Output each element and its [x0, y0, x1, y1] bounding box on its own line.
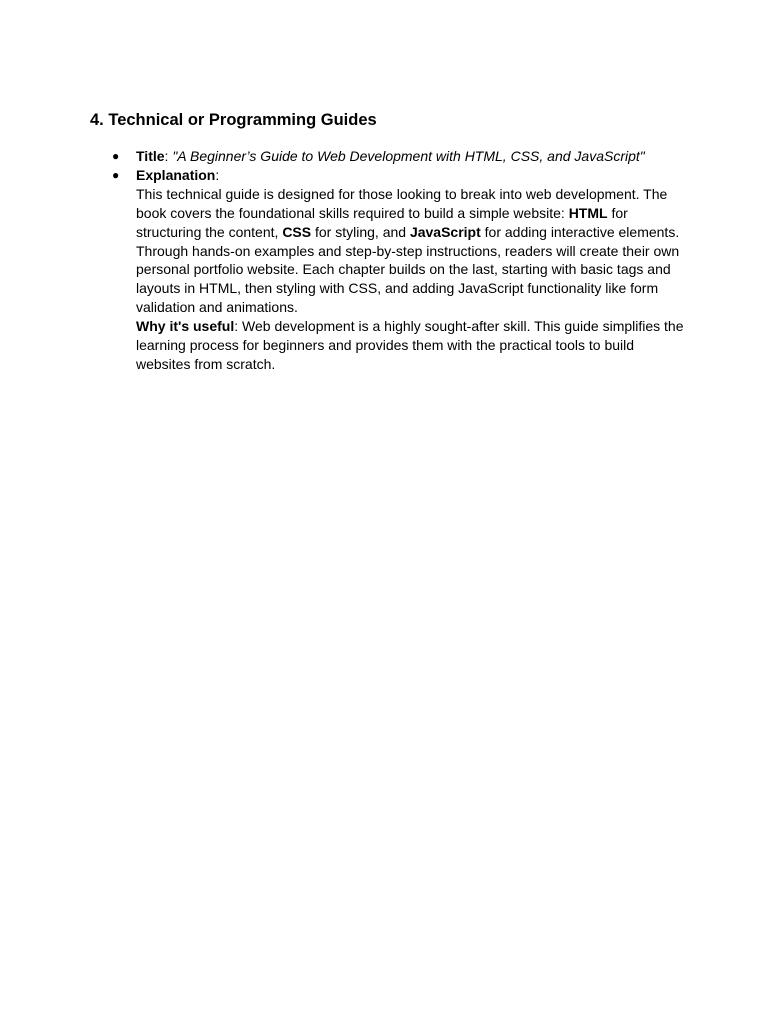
- title-separator: :: [164, 148, 173, 164]
- why-useful-label: Why it's useful: [136, 318, 235, 335]
- explanation-paragraph: [136, 185, 692, 317]
- explanation-separator: :: [215, 166, 220, 183]
- why-useful-separator: :: [234, 318, 243, 335]
- explanation-text-after-css: for styling, and: [311, 223, 410, 240]
- list-item-explanation: [112, 166, 692, 374]
- explanation-intro-text: This technical guide is designed for those looking to break into web development. The book covers the foundational skills required to build a simple website:: [136, 185, 668, 221]
- why-useful-text: Web development is a highly sought-after skill. This guide simplifies the learning process for beginners and provides them with the practical tools to build websites from scratch.: [136, 318, 684, 372]
- book-title: "A Beginner’s Guide to Web Development with HTML, CSS, and JavaScript": [172, 148, 645, 164]
- bullet-icon: ●: [112, 149, 120, 163]
- bullet-list: [112, 147, 692, 374]
- bullet-icon: ●: [112, 167, 120, 182]
- why-useful-paragraph: [136, 317, 692, 374]
- css-term: CSS: [282, 223, 312, 240]
- section-heading: 4. Technical or Programming Guides: [90, 111, 377, 129]
- html-term: HTML: [568, 204, 608, 221]
- title-label: Title: [136, 148, 165, 164]
- explanation-text-after-js: for adding interactive elements. Through hands-on examples and step-by-step instructions, readers will create their own personal portfolio website. Each chapter builds on the last, starting with basic tags and layouts in HTML, then styling with CSS, and adding JavaScript functionality like form validation and animations.: [136, 223, 680, 316]
- javascript-term: JavaScript: [409, 223, 481, 240]
- explanation-label: Explanation: [136, 166, 216, 183]
- list-item-title: [112, 147, 692, 166]
- explanation-text-after-html: for structuring the content,: [136, 204, 628, 240]
